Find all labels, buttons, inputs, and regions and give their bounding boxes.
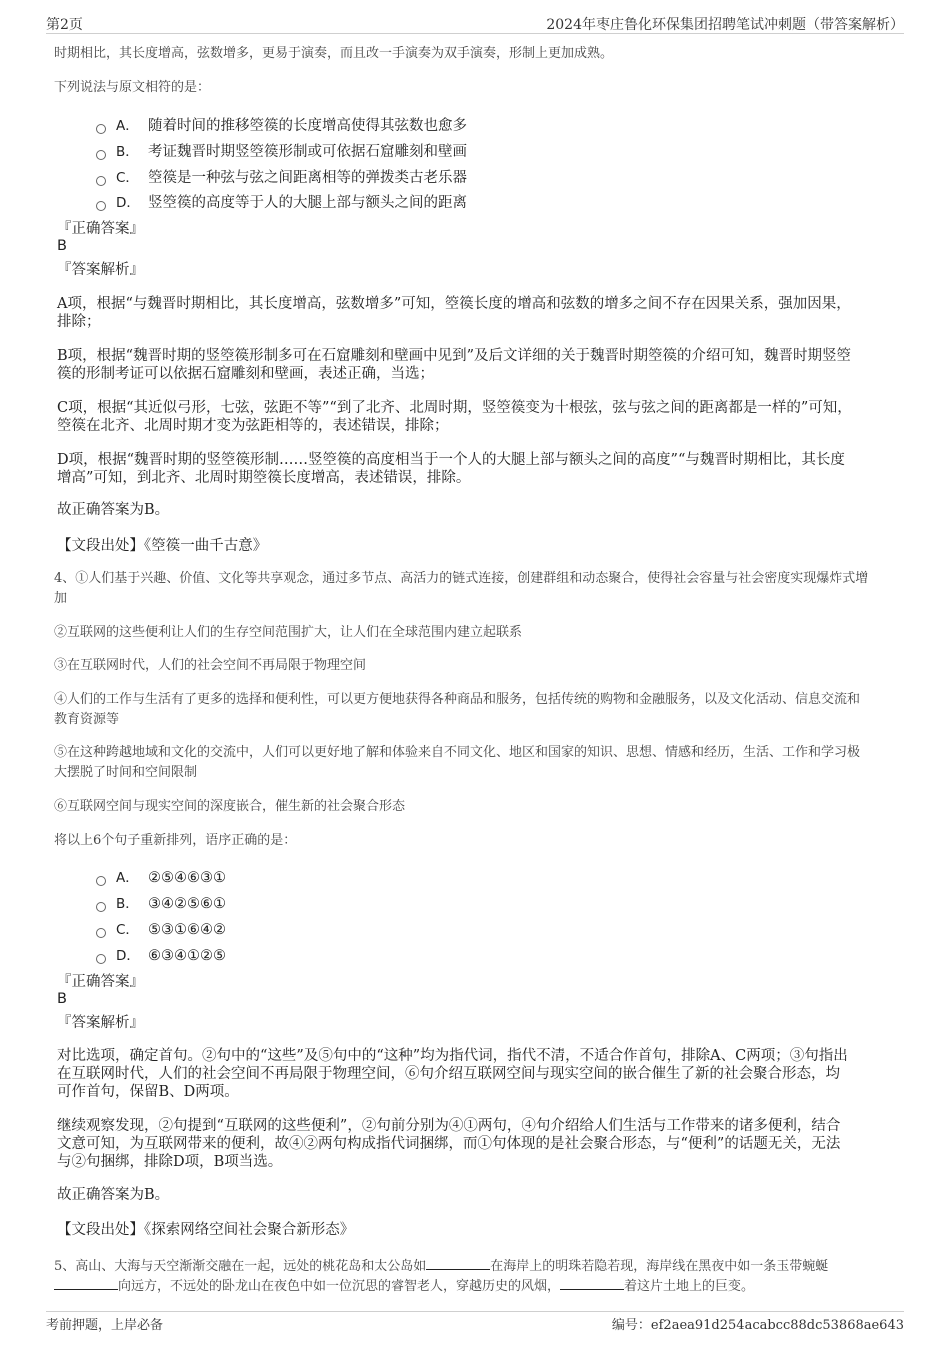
q4-sentence-2: ②互联网的这些便利让人们的生存空间范围扩大，让人们在全球范围内建立起联系 [54, 625, 523, 640]
q3-answer: B [57, 238, 67, 254]
q3-analysis-d-line2: 增高”可知，到北齐、北周时期箜篌长度增高，表述错误，排除。 [57, 470, 471, 486]
q4-analysis-p1-line2: 在互联网时代，人们的社会空间不再局限于物理空间，⑥句介绍互联网空间与现实空间的嵌合催生了新的社会聚合形态，均 [57, 1066, 840, 1082]
q3-answer-label: 『正确答案』 [57, 221, 144, 237]
radio-icon[interactable] [96, 176, 106, 186]
q4-sentence-6: ⑥互联网空间与现实空间的深度嵌合，催生新的社会聚合形态 [54, 799, 406, 814]
radio-icon[interactable] [96, 124, 106, 134]
fill-blank-3[interactable] [560, 1275, 624, 1290]
header-divider [46, 33, 904, 34]
q3-analysis-a-line2: 排除； [57, 314, 101, 330]
q4-answer-label: 『正确答案』 [57, 974, 144, 990]
q4-source: 【文段出处】《探索网络空间社会聚合新形态》 [57, 1222, 355, 1238]
q4-analysis-p1-line1: 对比选项，确定首句。②句中的“这些”及⑤句中的“这种”均为指代词，指代不清，不适合作首句，排除A、C两项；③句指出 [57, 1048, 848, 1064]
radio-icon[interactable] [96, 902, 106, 912]
radio-icon[interactable] [96, 201, 106, 211]
fill-blank-2[interactable] [54, 1275, 118, 1290]
q5-line1: 5、高山、大海与天空渐渐交融在一起，远处的桃花岛和太公岛如 在海岸上的明珠若隐若现，海岸线在黑夜中如一条玉带蜿蜒 [54, 1255, 894, 1277]
q4-option-d[interactable]: D． ⑥③④①②⑤ [96, 944, 226, 964]
q3-option-d[interactable]: D． 竖箜篌的高度等于人的大腿上部与额头之间的距离 [96, 191, 467, 212]
fill-blank-1[interactable] [426, 1255, 490, 1270]
q4-analysis-p2-line1: 继续观察发现，②句提到“互联网的这些便利”，②句前分别为④①两句，④句介绍给人们生活与工作带来的诸多便利，结合 [57, 1118, 841, 1134]
q4-sentence-4-line2: 教育资源等 [54, 712, 120, 727]
q3-option-a[interactable]: A． 随着时间的推移箜篌的长度增高使得其弦数也愈多 [96, 114, 467, 135]
q3-source: 【文段出处】《箜篌一曲千古意》 [57, 538, 268, 554]
q4-option-a[interactable]: A． ②⑤④⑥③① [96, 866, 226, 886]
q4-analysis-p2-line3: 与②句捆绑，排除D项，B项当选。 [57, 1154, 283, 1170]
q4-option-c[interactable]: C． ⑤③①⑥④② [96, 918, 226, 938]
q3-option-b[interactable]: B． 考证魏晋时期竖箜篌形制或可依据石窟雕刻和壁画 [96, 140, 467, 161]
q4-sentence-4-line1: ④人们的工作与生活有了更多的选择和便利性，可以更方便地获得各种商品和服务，包括传统的购物和金融服务，以及文化活动、信息交流和 [54, 692, 861, 707]
q4-stem: 将以上6个句子重新排列，语序正确的是： [54, 833, 297, 848]
q3-stem: 下列说法与原文相符的是： [54, 80, 211, 95]
q3-conclusion: 故正确答案为B。 [57, 502, 170, 518]
q5-line2: 向远方，不远处的卧龙山在夜色中如一位沉思的睿智老人，穿越历史的风烟， 着这片土地上的巨变。 [54, 1275, 894, 1297]
q4-sentence-5-line2: 大摆脱了时间和空间限制 [54, 765, 198, 780]
q3-analysis-b-line1: B项，根据“魏晋时期的竖箜篌形制多可在石窟雕刻和壁画中见到”及后文详细的关于魏晋时期箜篌的介绍可知，魏晋时期竖箜 [57, 348, 851, 364]
q3-passage-tail: 时期相比，其长度增高，弦数增多，更易于演奏，而且改一手演奏为双手演奏，形制上更加成熟。 [54, 46, 614, 61]
q4-answer: B [57, 991, 67, 1007]
q4-analysis-label: 『答案解析』 [57, 1015, 144, 1031]
q4-option-b[interactable]: B． ③④②⑤⑥① [96, 892, 226, 912]
radio-icon[interactable] [96, 928, 106, 938]
q4-sentence-1-line1: 4、①人们基于兴趣、价值、文化等共享观念，通过多节点、高活力的链式连接，创建群组和动态聚合，使得社会容量与社会密度实现爆炸式增 [54, 571, 869, 586]
q3-analysis-label: 『答案解析』 [57, 262, 144, 278]
footer-slogan: 考前押题，上岸必备 [46, 1318, 164, 1333]
document-id: 编号：ef2aea91d254acabcc88dc53868ae643 [611, 1318, 904, 1333]
footer-divider [46, 1311, 904, 1312]
q4-sentence-1-line2: 加 [54, 591, 68, 606]
q4-analysis-p1-line3: 可作首句，保留B、D两项。 [57, 1084, 239, 1100]
q4-analysis-p2-line2: 文意可知，为互联网带来的便利，故④②两句构成指代词捆绑，而①句体现的是社会聚合形态，与“便利”的话题无关，无法 [57, 1136, 841, 1152]
q3-analysis-c-line2: 箜篌在北齐、北周时期才变为弦距相等的，表述错误，排除； [57, 418, 449, 434]
q3-analysis-a-line1: A项，根据“与魏晋时期相比，其长度增高，弦数增多”可知，箜篌长度的增高和弦数的增多之间不存在因果关系，强加因果， [57, 296, 851, 312]
q4-conclusion: 故正确答案为B。 [57, 1187, 170, 1203]
radio-icon[interactable] [96, 150, 106, 160]
q4-sentence-3: ③在互联网时代，人们的社会空间不再局限于物理空间 [54, 658, 367, 673]
q3-option-c[interactable]: C． 箜篌是一种弦与弦之间距离相等的弹拨类古老乐器 [96, 166, 467, 187]
radio-icon[interactable] [96, 876, 106, 886]
q3-analysis-c-line1: C项，根据“其近似弓形，七弦，弦距不等”“到了北齐、北周时期，竖箜篌变为十根弦，弦与弦之间的距离都是一样的”可知， [57, 400, 852, 416]
q4-sentence-5-line1: ⑤在这种跨越地域和文化的交流中，人们可以更好地了解和体验来自不同文化、地区和国家的知识、思想、情感和经历，生活、工作和学习极 [54, 745, 861, 760]
page-number: 第2页 [46, 17, 83, 33]
document-title: 2024年枣庄鲁化环保集团招聘笔试冲刺题（带答案解析） [546, 17, 904, 33]
q3-analysis-b-line2: 篌的形制考证可以依据石窟雕刻和壁画，表述正确，当选； [57, 366, 434, 382]
q3-analysis-d-line1: D项，根据“魏晋时期的竖箜篌形制……竖箜篌的高度相当于一个人的大腿上部与额头之间的高度”“与魏晋时期相比，其长度 [57, 452, 845, 468]
radio-icon[interactable] [96, 954, 106, 964]
